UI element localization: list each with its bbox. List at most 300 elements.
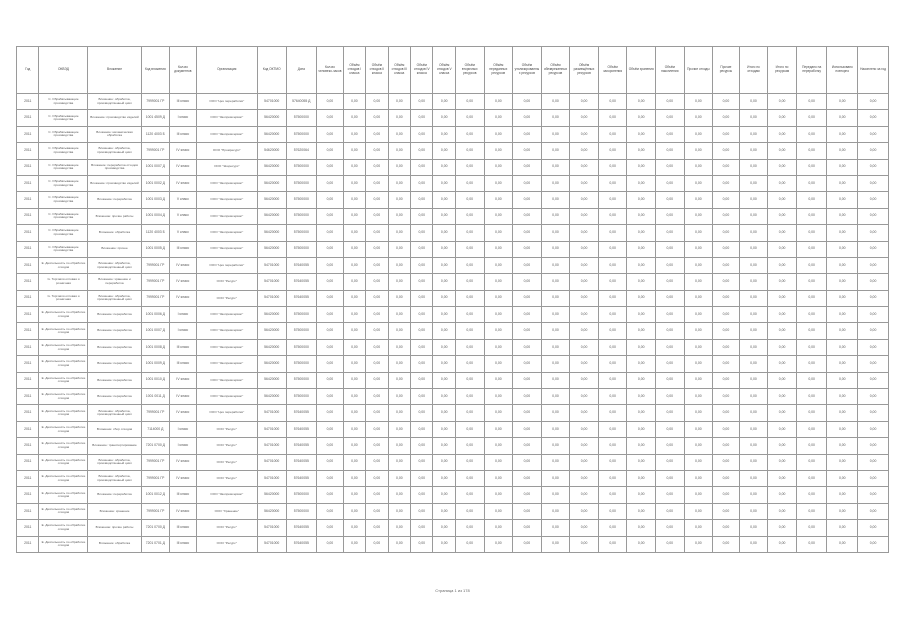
table-cell: 1001 0004 Д <box>141 208 170 224</box>
table-cell: 0,00 <box>768 143 797 159</box>
table-cell: 0,00 <box>343 110 365 126</box>
table-cell: ООО "Экопромсервис" <box>196 192 257 208</box>
table-cell: 0,00 <box>570 372 599 388</box>
table-cell: 0,00 <box>411 274 433 290</box>
table-cell: 0,00 <box>713 323 740 339</box>
column-header: Объём вторичных ресурсов <box>455 47 484 94</box>
table-cell: 0,00 <box>796 175 827 191</box>
table-cell: 0,00 <box>827 389 858 405</box>
table-cell: Вложение: обработка, производственный цикл <box>88 94 141 110</box>
table-cell: 0,00 <box>513 438 542 454</box>
table-cell: 1001 0011 Д <box>141 389 170 405</box>
table-cell: 57640055 <box>286 438 317 454</box>
table-cell: 0,00 <box>513 290 542 306</box>
table-cell: 0,00 <box>317 470 344 486</box>
table-cell: 56420000 <box>257 372 286 388</box>
table-cell: 0,00 <box>739 470 768 486</box>
table-cell: 0,00 <box>541 421 570 437</box>
table-cell: Е. Деятельность по обработке отходов <box>39 323 88 339</box>
table-cell: 0,00 <box>484 503 513 519</box>
table-cell: 0,00 <box>513 257 542 273</box>
table-cell: 0,00 <box>739 372 768 388</box>
table-cell: 0,00 <box>655 421 684 437</box>
table-cell: 0,00 <box>343 438 365 454</box>
table-cell: 0,00 <box>827 536 858 552</box>
table-cell: 0,00 <box>513 536 542 552</box>
table-cell: III класс <box>170 241 197 257</box>
table-cell: 0,00 <box>570 503 599 519</box>
table-cell: ООО "Экопромсервис" <box>196 372 257 388</box>
table-cell: 0,00 <box>317 520 344 536</box>
table-cell: 0,00 <box>858 454 889 470</box>
table-cell: 0,00 <box>317 126 344 142</box>
table-cell: 0,00 <box>570 520 599 536</box>
table-cell: 0,00 <box>796 257 827 273</box>
table-cell: 0,00 <box>455 159 484 175</box>
table-cell: 0,00 <box>655 143 684 159</box>
table-cell: IV класс <box>170 290 197 306</box>
table-cell: 0,00 <box>433 339 455 355</box>
table-cell: 0,00 <box>366 290 388 306</box>
table-cell: 7999001 ГР <box>141 470 170 486</box>
table-cell: 0,00 <box>627 126 656 142</box>
table-cell: 2011 <box>17 520 39 536</box>
table-cell: 0,00 <box>627 405 656 421</box>
table-cell: 0,00 <box>455 143 484 159</box>
table-cell: 0,00 <box>827 487 858 503</box>
table-cell: 0,00 <box>366 389 388 405</box>
table-cell: 0,00 <box>598 241 627 257</box>
table-cell: 57500000 <box>286 110 317 126</box>
table-cell: Вложение: переработка <box>88 389 141 405</box>
table-cell: 0,00 <box>858 339 889 355</box>
table-cell: 0,00 <box>513 389 542 405</box>
table-cell: 0,00 <box>739 257 768 273</box>
table-cell: 0,00 <box>627 110 656 126</box>
table-cell: 0,00 <box>411 389 433 405</box>
table-cell: 2011 <box>17 274 39 290</box>
table-cell: 0,00 <box>484 241 513 257</box>
table-cell: 2011 <box>17 405 39 421</box>
table-cell: 0,00 <box>388 126 410 142</box>
table-row <box>17 470 889 486</box>
table-cell: 0,00 <box>366 487 388 503</box>
table-cell: ООО "Экопромсервис" <box>196 126 257 142</box>
table-cell: ООО "Ресурс" <box>196 290 257 306</box>
table-cell: 0,00 <box>513 143 542 159</box>
table-cell: 0,00 <box>739 208 768 224</box>
table-cell: 0,00 <box>317 323 344 339</box>
table-cell: 0,00 <box>433 389 455 405</box>
table-cell: 0,00 <box>411 126 433 142</box>
table-cell: 54701000 <box>257 274 286 290</box>
table-cell: 0,00 <box>655 290 684 306</box>
table-cell: 0,00 <box>388 323 410 339</box>
table-cell: 0,00 <box>684 520 713 536</box>
table-cell: Е. Деятельность по обработке отходов <box>39 536 88 552</box>
table-cell: 0,00 <box>513 323 542 339</box>
table-cell: 0,00 <box>598 208 627 224</box>
table-cell: 0,00 <box>484 389 513 405</box>
table-cell: 0,00 <box>411 290 433 306</box>
table-cell: 0,00 <box>388 487 410 503</box>
table-cell: 0,00 <box>796 323 827 339</box>
table-cell: 0,00 <box>513 454 542 470</box>
column-header: Объём захоронения <box>598 47 627 94</box>
table-cell: 0,00 <box>627 143 656 159</box>
table-cell: 0,00 <box>768 389 797 405</box>
table-cell: 0,00 <box>739 94 768 110</box>
table-cell: III класс <box>170 520 197 536</box>
table-cell: 0,00 <box>366 126 388 142</box>
table-cell: 0,00 <box>343 159 365 175</box>
table-cell: Вложение: обработка, производственный цикл <box>88 454 141 470</box>
table-cell: 0,00 <box>455 487 484 503</box>
table-cell: 0,00 <box>570 356 599 372</box>
table-cell: 0,00 <box>484 536 513 552</box>
table-row <box>17 487 889 503</box>
table-cell: 0,00 <box>713 389 740 405</box>
table-cell: 0,00 <box>570 143 599 159</box>
table-cell: 0,00 <box>858 487 889 503</box>
table-cell: Е. Деятельность по обработке отходов <box>39 389 88 405</box>
table-cell: 0,00 <box>366 372 388 388</box>
table-cell: 0,00 <box>513 339 542 355</box>
table-cell: 0,00 <box>739 290 768 306</box>
table-cell: 0,00 <box>713 241 740 257</box>
table-cell: 0,00 <box>827 339 858 355</box>
table-cell: 0,00 <box>713 421 740 437</box>
waste-register-table <box>16 46 889 553</box>
table-cell: 0,00 <box>366 192 388 208</box>
table-cell: 0,00 <box>713 192 740 208</box>
table-cell: 0,00 <box>570 159 599 175</box>
table-cell: 0,00 <box>343 470 365 486</box>
table-cell: 0,00 <box>455 225 484 241</box>
table-row <box>17 225 889 241</box>
table-cell: 0,00 <box>684 94 713 110</box>
table-cell: 0,00 <box>739 110 768 126</box>
table-cell: 2011 <box>17 536 39 552</box>
table-cell: 0,00 <box>796 454 827 470</box>
table-cell: 0,00 <box>684 159 713 175</box>
table-cell: 0,00 <box>570 192 599 208</box>
table-cell: 0,00 <box>343 339 365 355</box>
table-cell: 0,00 <box>366 225 388 241</box>
table-cell: 0,00 <box>655 274 684 290</box>
table-cell: ООО "Хранение" <box>196 503 257 519</box>
table-cell: 0,00 <box>655 225 684 241</box>
table-cell: 0,00 <box>796 307 827 323</box>
table-cell: 0,00 <box>541 290 570 306</box>
column-header: Дата <box>286 47 317 94</box>
table-cell: 0,00 <box>484 470 513 486</box>
table-cell: V класс <box>170 192 197 208</box>
table-cell: 0,00 <box>627 339 656 355</box>
table-cell: 56420000 <box>257 159 286 175</box>
table-cell: 57620064 <box>286 143 317 159</box>
table-cell: 0,00 <box>455 421 484 437</box>
table-cell: 0,00 <box>343 143 365 159</box>
table-cell: ООО "Цех переработки" <box>196 257 257 273</box>
column-header: ОКВЭД <box>39 47 88 94</box>
table-cell: 0,00 <box>713 159 740 175</box>
table-cell: 0,00 <box>513 192 542 208</box>
table-cell: 0,00 <box>627 421 656 437</box>
table-cell: 0,00 <box>598 487 627 503</box>
table-cell: 0,00 <box>713 372 740 388</box>
table-cell: 0,00 <box>827 257 858 273</box>
table-cell: 0,00 <box>768 175 797 191</box>
table-cell: 0,00 <box>388 290 410 306</box>
table-cell: 0,00 <box>713 503 740 519</box>
table-cell: 0,00 <box>513 94 542 110</box>
table-cell: 57500000 <box>286 307 317 323</box>
table-cell: 0,00 <box>317 241 344 257</box>
table-cell: 0,00 <box>317 159 344 175</box>
table-cell: 0,00 <box>713 257 740 273</box>
table-cell: 0,00 <box>827 323 858 339</box>
table-cell: 0,00 <box>713 208 740 224</box>
table-cell: 7201 0700 Д <box>141 438 170 454</box>
table-cell: Вложение: переработка отходов производства <box>88 159 141 175</box>
table-cell: 0,00 <box>411 192 433 208</box>
column-header: Итого по ресурсам <box>768 47 797 94</box>
table-row <box>17 421 889 437</box>
table-row <box>17 192 889 208</box>
table-cell: 0,00 <box>433 143 455 159</box>
table-cell: 0,00 <box>513 503 542 519</box>
table-cell: 0,00 <box>541 175 570 191</box>
table-cell: 0,00 <box>858 536 889 552</box>
table-cell: 0,00 <box>627 225 656 241</box>
table-cell: 0,00 <box>541 110 570 126</box>
table-cell: 57640055 <box>286 421 317 437</box>
table-cell: 0,00 <box>366 323 388 339</box>
column-header: Кол-во человеко-часов <box>317 47 344 94</box>
table-cell: 0,00 <box>768 159 797 175</box>
table-cell: 0,00 <box>366 94 388 110</box>
table-cell: 0,00 <box>484 307 513 323</box>
table-cell: 0,00 <box>655 438 684 454</box>
table-cell: 57500000 <box>286 389 317 405</box>
table-cell: 0,00 <box>655 323 684 339</box>
table-cell: 0,00 <box>739 143 768 159</box>
table-cell: 0,00 <box>858 470 889 486</box>
table-cell: 0,00 <box>684 290 713 306</box>
table-cell: 0,00 <box>484 520 513 536</box>
table-cell: 0,00 <box>713 520 740 536</box>
table-cell: 0,00 <box>768 438 797 454</box>
table-cell: Е. Деятельность по обработке отходов <box>39 372 88 388</box>
table-cell: 0,00 <box>655 159 684 175</box>
table-cell: 0,00 <box>858 307 889 323</box>
table-cell: Е. Деятельность по обработке отходов <box>39 405 88 421</box>
table-cell: 0,00 <box>433 257 455 273</box>
table-cell: 0,00 <box>513 356 542 372</box>
column-header: Год <box>17 47 39 94</box>
table-cell: III класс <box>170 536 197 552</box>
table-cell: 0,00 <box>627 241 656 257</box>
table-cell: 0,00 <box>455 94 484 110</box>
table-cell: 2011 <box>17 323 39 339</box>
table-cell: 0,00 <box>598 405 627 421</box>
column-header: Объём отходов V класса <box>433 47 455 94</box>
table-cell: ООО "Экопромсервис" <box>196 110 257 126</box>
table-cell: 0,00 <box>768 323 797 339</box>
table-cell: 0,00 <box>768 307 797 323</box>
table-cell: III класс <box>170 94 197 110</box>
table-cell: С. Обрабатывающие производства <box>39 110 88 126</box>
table-cell: 0,00 <box>343 520 365 536</box>
table-cell: 2011 <box>17 438 39 454</box>
table-cell: 57500000 <box>286 372 317 388</box>
table-cell: 0,00 <box>411 110 433 126</box>
table-cell: 0,00 <box>713 274 740 290</box>
table-cell: 0,00 <box>541 257 570 273</box>
column-header: Объём обезвреженных ресурсов <box>541 47 570 94</box>
table-row <box>17 536 889 552</box>
table-row <box>17 126 889 142</box>
table-cell: 0,00 <box>598 175 627 191</box>
table-cell: 0,00 <box>411 257 433 273</box>
column-header: Прочие ресурсы <box>713 47 740 94</box>
table-cell: 0,00 <box>739 323 768 339</box>
table-cell: 0,00 <box>739 159 768 175</box>
table-cell: ООО "Экопромсервис" <box>196 208 257 224</box>
table-cell: 0,00 <box>343 94 365 110</box>
table-cell: 0,00 <box>768 94 797 110</box>
table-cell: III класс <box>170 356 197 372</box>
table-cell: 0,00 <box>713 290 740 306</box>
table-cell: 0,00 <box>684 487 713 503</box>
table-cell: 7999001 ГР <box>141 274 170 290</box>
table-cell: 0,00 <box>570 470 599 486</box>
table-cell: 0,00 <box>343 536 365 552</box>
table-cell: 0,00 <box>796 487 827 503</box>
table-cell: 0,00 <box>858 159 889 175</box>
table-cell: ООО "Ресурс" <box>196 536 257 552</box>
table-cell: 2011 <box>17 192 39 208</box>
column-header: Вложение <box>88 47 141 94</box>
table-cell: 7999001 ГР <box>141 503 170 519</box>
table-cell: 0,00 <box>827 208 858 224</box>
table-cell: 0,00 <box>858 372 889 388</box>
table-cell: 0,00 <box>827 470 858 486</box>
table-cell: 0,00 <box>796 389 827 405</box>
table-cell: ООО "Экопромсервис" <box>196 389 257 405</box>
column-header: Прочие отходы <box>684 47 713 94</box>
table-cell: 1001 0009 Д <box>141 356 170 372</box>
table-cell: 0,00 <box>796 143 827 159</box>
table-cell: 0,00 <box>411 454 433 470</box>
table-cell: 0,00 <box>827 175 858 191</box>
column-header: Объём размещённых ресурсов <box>570 47 599 94</box>
table-row <box>17 94 889 110</box>
table-cell: ООО "Экопромсервис" <box>196 323 257 339</box>
table-cell: 1120 4003 Б <box>141 126 170 142</box>
table-cell: 0,00 <box>796 274 827 290</box>
table-cell: 0,00 <box>433 208 455 224</box>
table-cell: 2011 <box>17 307 39 323</box>
table-cell: 0,00 <box>739 454 768 470</box>
table-cell: 0,00 <box>598 339 627 355</box>
table-cell: 0,00 <box>858 143 889 159</box>
table-cell: 0,00 <box>739 356 768 372</box>
table-cell: 0,00 <box>684 175 713 191</box>
table-cell: IV класс <box>170 470 197 486</box>
table-cell: 0,00 <box>827 225 858 241</box>
table-cell: 0,00 <box>858 520 889 536</box>
table-cell: 0,00 <box>570 339 599 355</box>
table-cell: 0,00 <box>684 192 713 208</box>
table-cell: G. Торговля оптовая и розничная <box>39 274 88 290</box>
table-cell: 1001 0005 Д <box>141 241 170 257</box>
table-cell: 0,00 <box>713 225 740 241</box>
table-cell: ООО "Цех переработки" <box>196 94 257 110</box>
table-cell: 0,00 <box>388 470 410 486</box>
column-header: Кол-во документов <box>170 47 197 94</box>
table-cell: 56420000 <box>257 389 286 405</box>
table-cell: 0,00 <box>343 225 365 241</box>
table-cell: 57640055 <box>286 405 317 421</box>
table-cell: 0,00 <box>388 454 410 470</box>
table-cell: 0,00 <box>411 208 433 224</box>
table-cell: 0,00 <box>570 94 599 110</box>
table-cell: 0,00 <box>627 454 656 470</box>
table-cell: 56420000 <box>257 175 286 191</box>
table-cell: 0,00 <box>366 175 388 191</box>
table-cell: 0,00 <box>411 143 433 159</box>
table-cell: 0,00 <box>827 159 858 175</box>
table-cell: 0,00 <box>598 372 627 388</box>
table-cell: 0,00 <box>484 208 513 224</box>
table-cell: 0,00 <box>433 192 455 208</box>
table-cell: 0,00 <box>455 470 484 486</box>
table-cell: 0,00 <box>411 175 433 191</box>
table-cell: I класс <box>170 421 197 437</box>
table-cell: ООО "Экопромсервис" <box>196 356 257 372</box>
table-cell: 0,00 <box>411 159 433 175</box>
table-cell: 0,00 <box>366 405 388 421</box>
table-cell: Е. Деятельность по обработке отходов <box>39 339 88 355</box>
table-cell: 0,00 <box>768 192 797 208</box>
table-cell: Вложение: переработка <box>88 192 141 208</box>
table-cell: 0,00 <box>655 175 684 191</box>
table-cell: 1001 0008 Д <box>141 339 170 355</box>
table-cell: Вложение: прочие работы <box>88 208 141 224</box>
table-cell: 0,00 <box>484 274 513 290</box>
table-cell: 0,00 <box>796 421 827 437</box>
table-cell: 0,00 <box>627 372 656 388</box>
table-cell: 0,00 <box>541 487 570 503</box>
table-cell: 7999001 ГР <box>141 290 170 306</box>
table-cell: 0,00 <box>388 421 410 437</box>
table-cell: Е. Деятельность по обработке отходов <box>39 454 88 470</box>
table-cell: 0,00 <box>317 307 344 323</box>
table-cell: 0,00 <box>827 438 858 454</box>
table-cell: 0,00 <box>655 454 684 470</box>
table-cell: 0,00 <box>570 257 599 273</box>
table-row <box>17 290 889 306</box>
table-cell: 0,00 <box>739 389 768 405</box>
table-cell: 0,00 <box>455 356 484 372</box>
table-cell: 56420000 <box>257 241 286 257</box>
table-cell: 0,00 <box>343 274 365 290</box>
table-cell: 0,00 <box>433 487 455 503</box>
table-cell: 0,00 <box>713 536 740 552</box>
table-cell: ООО "Цех переработки" <box>196 405 257 421</box>
